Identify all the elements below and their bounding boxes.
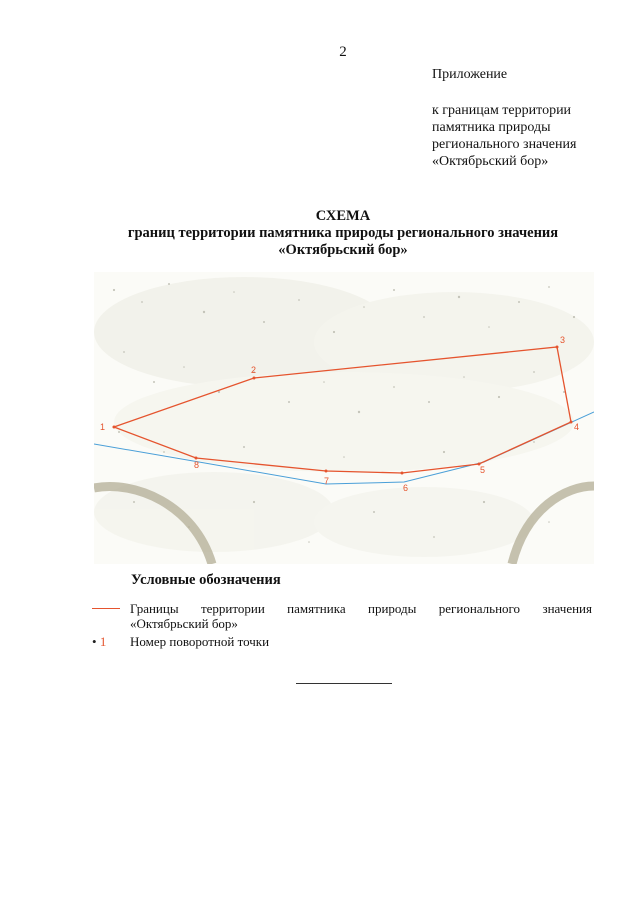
legend-title: Условные обозначения xyxy=(131,572,281,588)
legend-row-point xyxy=(92,634,592,650)
point-label: 2 xyxy=(251,365,257,375)
scheme-heading: СХЕМА xyxy=(315,208,371,224)
turning-point xyxy=(401,472,404,475)
turning-point xyxy=(253,377,256,380)
forest-texture xyxy=(94,277,594,557)
point-label: 6 xyxy=(403,483,409,493)
point-marker-swatch: • 1 xyxy=(92,634,107,649)
legend-boundary-text: «Октябрьский бор» xyxy=(130,616,238,631)
appendix-header xyxy=(432,66,632,170)
boundary-map xyxy=(94,272,594,564)
point-label: 7 xyxy=(324,476,330,486)
appendix-line: «Октябрьский бор» xyxy=(432,154,549,169)
turning-point xyxy=(556,346,559,349)
point-marker-number: 1 xyxy=(99,634,107,649)
turning-point xyxy=(113,426,116,429)
legend-row-boundary xyxy=(92,601,592,633)
appendix-line: к границам территории xyxy=(432,103,572,118)
appendix-line: памятника природы xyxy=(432,120,551,135)
appendix-line: регионального значения xyxy=(432,137,577,152)
boundary-line-swatch xyxy=(92,608,120,609)
separator-line xyxy=(296,683,392,684)
scheme-subtitle: «Октябрьский бор» xyxy=(278,242,408,258)
page-number: 2 xyxy=(339,44,347,60)
legend-boundary-text: Границы территории памятника природы регионального значения xyxy=(130,601,592,616)
point-label: 8 xyxy=(194,460,200,470)
point-label: 5 xyxy=(480,465,486,475)
turning-point xyxy=(570,421,573,424)
appendix-title: Приложение xyxy=(432,67,508,82)
scheme-subtitle: границ территории памятника природы регионального значения xyxy=(127,225,559,241)
scheme-title xyxy=(60,208,626,259)
point-label: 1 xyxy=(100,422,106,432)
legend-point-text: Номер поворотной точки xyxy=(130,634,270,649)
turning-point xyxy=(325,470,328,473)
point-label: 4 xyxy=(574,422,580,432)
map-svg xyxy=(94,272,594,564)
point-label: 3 xyxy=(560,335,566,345)
